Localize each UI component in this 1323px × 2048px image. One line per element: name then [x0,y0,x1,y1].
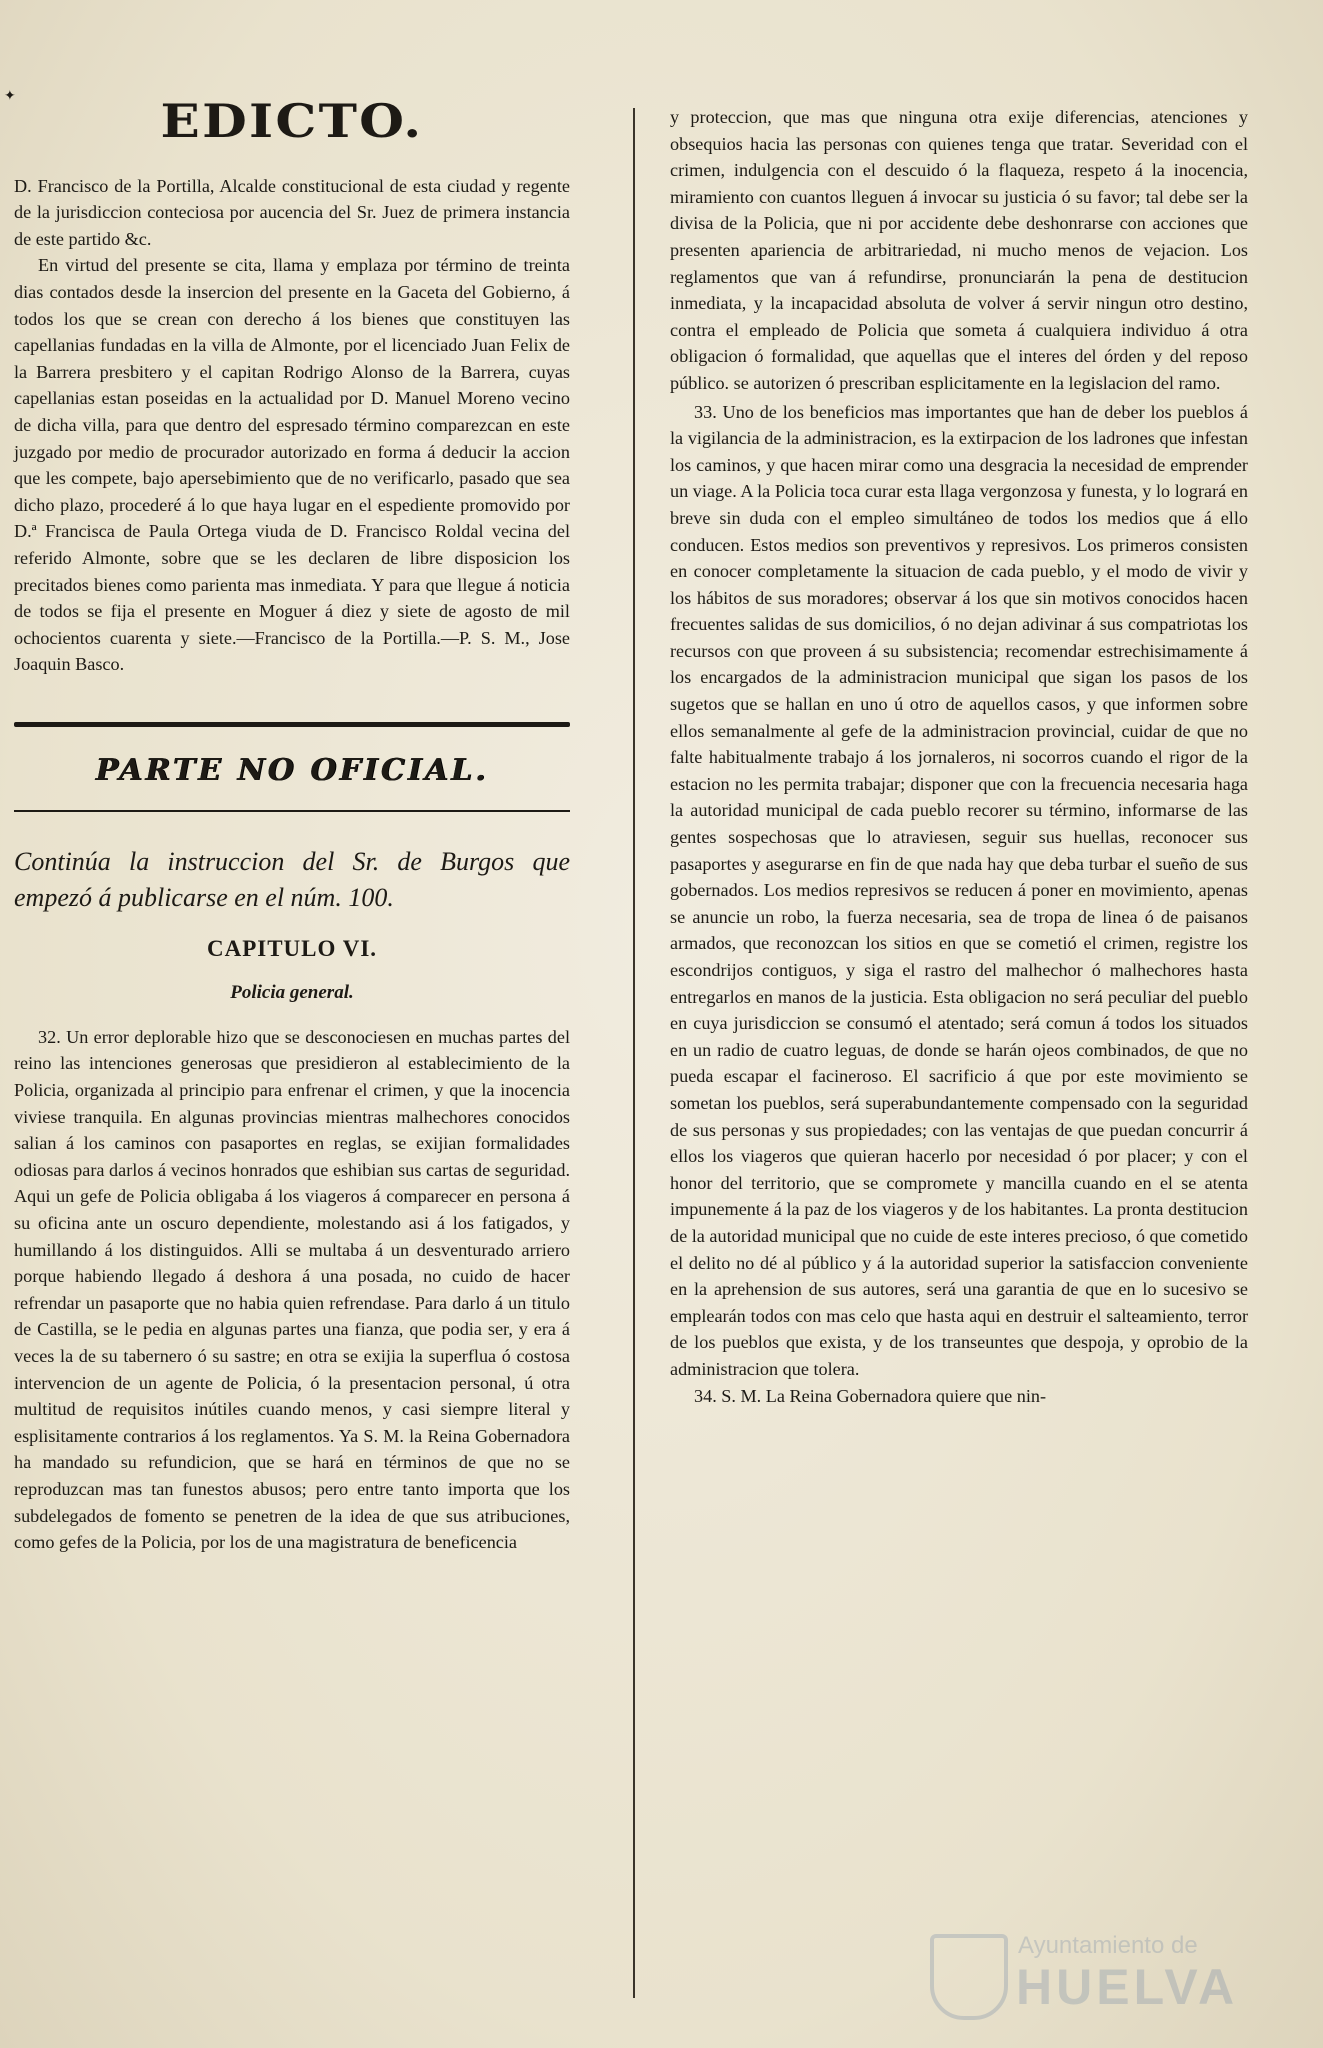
section-divider-thin [14,810,570,812]
chapter-heading: CAPITULO VI. [206,935,378,961]
right-column [670,104,1248,1409]
edicto-header-paragraph: D. Francisco de la Portilla, Alcalde constitucional de esta ciudad y regente de la jurisdiccion conteciosa por aucencia del Sr. Juez de primera instancia de este partido &c. [14,175,570,249]
continuation-note: Continúa la instruccion del Sr. de Burgos que empezó á publicarse en el núm. 100. [14,846,570,912]
archive-watermark [930,1928,1260,2018]
paragraph-33: 33. Uno de los beneficios mas importantes que han de deber los pueblos á la vigilancia de la administracion, es la extirpacion de los ladrones que infestan los caminos, y que hacen mirar como una desgracia la necesidad de emprender un viage. A la Policia toca curar esta llaga vergonzosa y funesta, y lo logrará en breve sin duda con el empleo simultáneo de todos los medios que á ello conducen. Estos medios son preventivos y represivos. Los primeros consisten en conocer completamente la situacion de cada pueblo, y el modo de vivir y los hábitos de sus moradores; observar á los que sin motivos conocidos hacen frecuentes salidas de sus domicilios, ó no dejan adivinar á sus compatriotas los recursos con que proveen á su subsistencia; recomendar estrechisimamente á los encargados de la administracion municipal que sigan los pasos de los sugetos que se hallan en uno ú otro de aquellos casos, y que informen sobre ellos semanalmente al gefe de la administracion provincial, cuidar de que no falte habitualmente trabajo á los jornaleros, ni socorros cuando el rigor de la estacion no les permita trabajar; disponer que con la frecuencia necesaria haga la autoridad municipal de cada pueblo recorer su término, informarse de las gentes sospechosas que lo atraviesen, seguir sus huellas, reconocer sus pasaportes y asegurarse en fin de que nada hay que deba turbar el sueño de sus gobernados. Los medios represivos se reducen á poner en movimiento, apenas se anuncie un robo, la fuerza necesaria, sea de tropa de linea ó de paisanos armados, que reconozcan los sitios en que se cometió el crimen, registre los escondrijos contiguos, y siga el rastro del malhechor ó malhechores hasta entregarlos en manos de la justicia. Esta obligacion no será peculiar del pueblo en cuya jurisdiccion se consumó el atentado; será comun á todos los situados en un radio de cuatro leguas, de donde se harán ojeos combinados, de que no pueda escapar el facineroso. El sacrificio á que por este movimiento se sometan los pueblos, será superabundantemente compensado con la seguridad de sus personas y sus propiedades; con las ventajas de que puedan concurrir á ellos los viageros que quieran hacerlo por necesidad ó por placer; y con el honor del territorio, que se compromete y mancilla cuando en el se atenta impunemente á la paz de los viageros y de los habitantes. La pronta destitucion de la autoridad municipal que no cuide de este interes precioso, ó que cometido el delito no dé al público y á la autoridad superior la satisfaccion conveniente en la aprehension de sus autores, será una garantia de que en lo sucesivo se emplearán todos con mas celo que hasta aqui en destruir el salteamiento, terror de los pueblos que exista, y de los transeuntes que despoja, y oprobio de la administracion que tolera. [670,401,1248,1379]
section-heading: PARTE NO OFICIAL. [95,752,489,788]
paragraph-32-continued: y proteccion, que mas que ninguna otra exije diferencias, atenciones y obsequios hacia las personas con quienes tenga que tratar. Severidad con el crimen, indulgencia con el descuido ó la flaqueza, respeto á la inocencia, miramiento con cuantos lleguen á invocar su justicia ó su favor; tal debe ser la divisa de la Policia, que ni por accidente debe deshonrarse con acciones que presenten apariencia de arbitrariedad, ni mucho menos de vejacion. Los reglamentos que van á refundirse, pronunciarán la pena de destitucion inmediata, y la incapacidad absoluta de volver á servir ningun otro destino, contra el empleado de Policia que someta á cualquiera individuo á otra obligacion ó formalidad, que aquellas que el interes del órden y del reposo público. se autorizen ó prescriban esplicitamente en la legislacion del ramo. [670,107,1248,393]
column-divider [633,108,635,1998]
ink-mark: ✦ [4,88,16,104]
watermark-line-1: Ayuntamiento de [1018,1932,1198,1959]
paragraph-34: 34. S. M. La Reina Gobernadora quiere que nin- [694,1385,1047,1406]
city-shield-icon [930,1934,1008,2020]
chapter-subheading: Policia general. [230,981,354,1003]
paragraph-32: 32. Un error deplorable hizo que se desconociesen en muchas partes del reino las intenciones generosas que presidieron al establecimiento de la Policia, organizada al principio para enfrenar el crimen, y que la inocencia viviese tranquila. En algunas provincias mientras malhechores conocidos salian á los caminos con pasaportes en reglas, se exijian formalidades odiosas para darlos á vecinos honrados que eshibian sus cartas de seguridad. Aqui un gefe de Policia obligaba á los viageros á comparecer en persona á su oficina ante un oscuro dependiente, molestando asi á los fatigados, y humillando á los distinguidos. Alli se multaba á un desventurado arriero porque habiendo llegado á deshora á una posada, no cuido de hacer refrendar un pasaporte que no habia quien refrendase. Para darlo á un titulo de Castilla, se le pedia en algunas partes una fianza, que podia ser, y era á veces la de su tabernero ó su sastre; en otra se exijia la superflua ó costosa intervencion de un agente de Policia, ó la presentacion personal, ú otra multitud de requisitos inútiles cuando menos, y casi siempre literal y esplisitamente contrarios á los reglamentos. Ya S. M. la Reina Gobernadora ha mandado su refundicion, que se hará en términos de que no se reproduzcan mas tan funestos abusos; pero entre tanto importa que los subdelegados de fomento se penetren de la idea de que sus atribuciones, como gefes de la Policia, por los de una magistratura de beneficencia [14,1026,570,1553]
edicto-body-paragraph: En virtud del presente se cita, llama y emplaza por término de treinta dias contados desde la insercion del presente en la Gaceta del Gobierno, á todos los que se crean con derecho á los bienes que constituyen las capellanias fundadas en la villa de Almonte, por el licenciado Juan Felix de la Barrera presbitero y el capitan Rodrigo Alonso de la Barrera, cuyas capellanias estan poseidas en la actualidad por D. Manuel Moreno vecino de dicha villa, para que dentro del espresado término comparezcan en este juzgado por medio de procurador autorizado en forma á deducir la accion que les compete, bajo apersebimiento que de no verificarlo, pasado que sea dicho plazo, procederé á lo que haya lugar en el espediente promovido por D.ª Francisca de Paula Ortega viuda de D. Francisco Roldal vecina del referido Almonte, sobre que se les declaren de libre disposicion los precitados bienes como parienta mas inmediata. Y para que llegue á noticia de todos se fija el presente en Moguer á diez y siete de agosto de mil ochocientos cuarenta y siete.—Francisco de la Portilla.—P. S. M., Jose Joaquin Basco. [14,255,570,675]
edicto-title: EDICTO. [160,94,424,148]
watermark-line-2: HUELVA [1016,1959,1239,2015]
left-column [14,96,570,1556]
section-divider-thick [14,722,570,727]
